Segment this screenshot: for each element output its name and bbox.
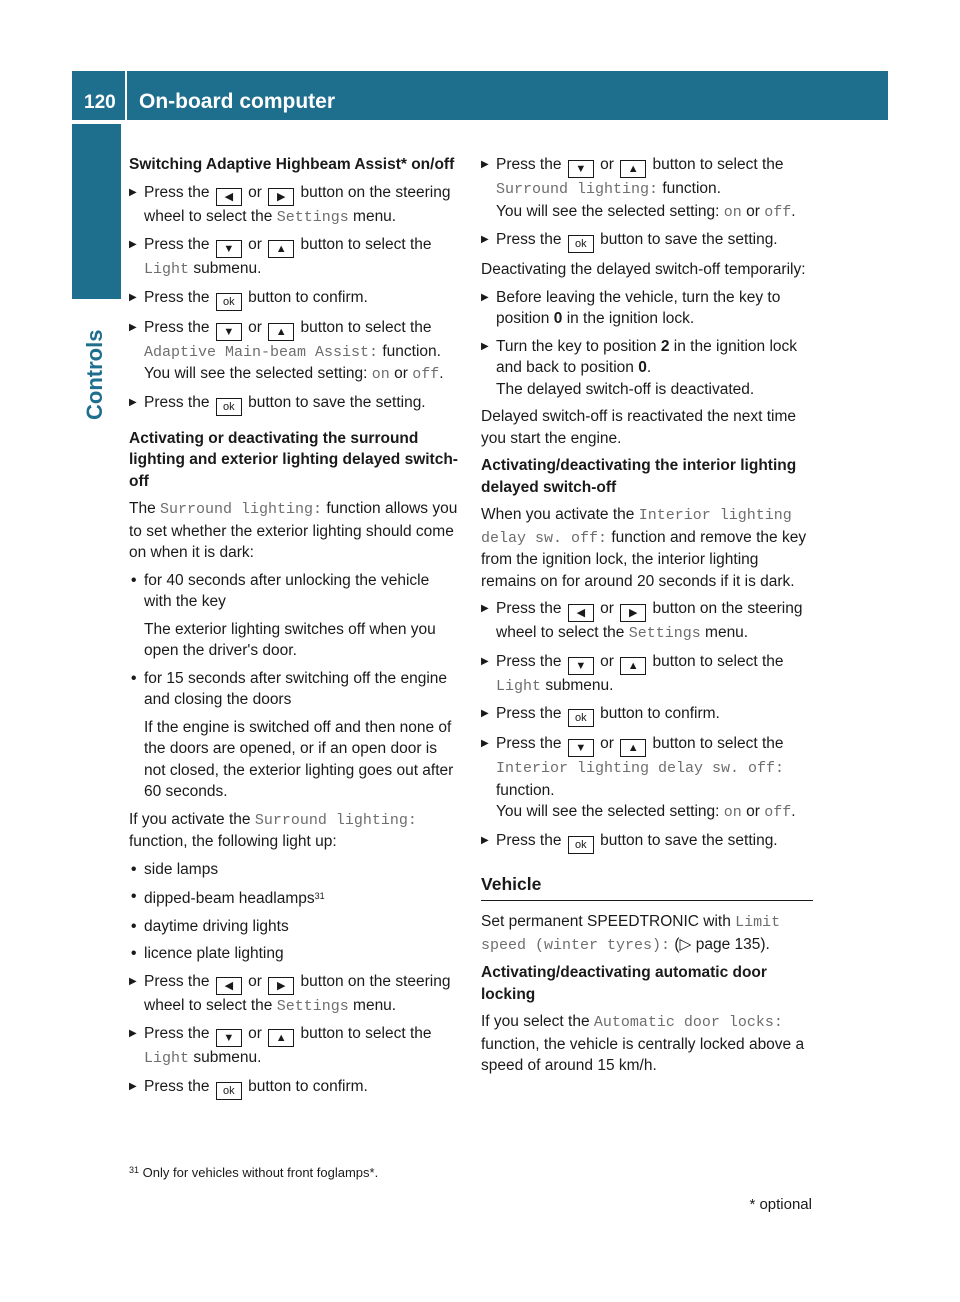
step-key-position-2: ▶ Turn the key to position 2 in the ignition lock and back to position 0. The delayed switch-off is deactivated. [481, 336, 813, 401]
paragraph-automatic-door-locks: If you select the Automatic door locks: function, the vehicle is centrally locked above a speed of around 15 km/h. [481, 1013, 805, 1074]
page-reference-link[interactable]: (▷ page 135). [674, 935, 770, 953]
step-select-settings-3: ▶ Press the ◀ or ▶ button on the steering wheel to select the Settings menu. [481, 598, 813, 645]
side-tab-label: Controls [82, 329, 107, 420]
ok-key-icon: ok [216, 1082, 242, 1100]
ok-key-icon: ok [216, 398, 242, 416]
footnote: $^{31}$ Only for vehicles without front foglamps*. [129, 1165, 379, 1180]
step-select-interior: ▶ Press the ▼ or ▲ button to select the Interior lighting delay sw. off: function. You will see the selected setting: on or off. [481, 733, 813, 824]
page-number: 120 [84, 92, 116, 113]
bullet-15-seconds-note: If the engine is switched off and then none of the doors are opened, or if an open door is not closed, the exterior lighting goes out after 60 seconds. [144, 718, 454, 800]
paragraph-reactivated: Delayed switch-off is reactivated the next time you start the engine. [481, 408, 797, 447]
down-arrow-key-icon: ▼ [568, 160, 594, 178]
ok-key-icon: ok [568, 235, 594, 253]
step-select-adaptive: ▶ Press the ▼ or ▲ button to select the Adaptive Main-beam Assist: function. You will see the selected setting: on or off. [129, 317, 461, 386]
step-select-light-3: ▶ Press the ▼ or ▲ button to select the Light submenu. [481, 651, 813, 698]
bullet-15-seconds: • for 15 seconds after switching off the engine and closing the doors [129, 668, 461, 711]
step-select-light: ▶ Press the ▼ or ▲ button to select the Light submenu. [129, 234, 461, 281]
up-arrow-key-icon: ▲ [620, 657, 646, 675]
step-key-position-0: ▶ Before leaving the vehicle, turn the key to position 0 in the ignition lock. [481, 287, 813, 330]
step-select-surround: ▶ Press the ▼ or ▲ button to select the Surround lighting: function. You will see the selected setting: on or off. [481, 154, 813, 223]
left-arrow-key-icon: ◀ [568, 604, 594, 622]
down-arrow-key-icon: ▼ [216, 1029, 242, 1047]
down-arrow-key-icon: ▼ [216, 240, 242, 258]
step-select-light-2: ▶ Press the ▼ or ▲ button to select the Light submenu. [129, 1023, 461, 1070]
right-arrow-key-icon: ▶ [268, 977, 294, 995]
up-arrow-key-icon: ▲ [268, 1029, 294, 1047]
right-arrow-key-icon: ▶ [268, 188, 294, 206]
step-save-interior: ▶ Press the ok button to save the setting. [481, 830, 813, 854]
step-select-settings: ▶ Press the ◀ or ▶ button on the steering wheel to select the Settings menu. [129, 182, 461, 229]
up-arrow-key-icon: ▲ [620, 160, 646, 178]
header-divider [125, 71, 127, 120]
paragraph-light-up: If you activate the Surround lighting: function, the following light up: [129, 810, 417, 850]
down-arrow-key-icon: ▼ [216, 323, 242, 341]
step-save-surround: ▶ Press the ok button to save the setting. [481, 229, 813, 253]
step-confirm-2: ▶ Press the ok button to confirm. [129, 1076, 461, 1100]
left-arrow-key-icon: ◀ [216, 977, 242, 995]
step-select-settings-2: ▶ Press the ◀ or ▶ button on the steering wheel to select the Settings menu. [129, 971, 461, 1018]
up-arrow-key-icon: ▲ [620, 739, 646, 757]
down-arrow-key-icon: ▼ [568, 739, 594, 757]
bullet-40-seconds-note: The exterior lighting switches off when you open the driver's door. [144, 620, 436, 659]
bullet-side-lamps: • side lamps [129, 859, 461, 881]
section-heading-vehicle: Vehicle [481, 874, 813, 902]
step-confirm: ▶ Press the ok button to confirm. [129, 287, 461, 311]
heading-surround-lighting: Activating or deactivating the surround lighting and exterior lighting delayed switch-off [129, 429, 458, 490]
ok-key-icon: ok [568, 836, 594, 854]
up-arrow-key-icon: ▲ [268, 240, 294, 258]
heading-automatic-door-locking: Activating/deactivating automatic door locking [481, 964, 767, 1003]
heading-adaptive-highbeam: Switching Adaptive Highbeam Assist* on/off [129, 156, 455, 173]
paragraph-surround-intro: The Surround lighting: function allows you to set whether the exterior lighting should come on when it is dark: [129, 500, 458, 561]
side-tab-block [72, 124, 121, 299]
paragraph-speedtronic: Set permanent SPEEDTRONIC with Limit speed (winter tyres): (▷ page 135). [481, 913, 781, 954]
paragraph-interior-intro: When you activate the Interior lighting delay sw. off: function and remove the key from the ignition lock, the interior lighting remains on for around 20 seconds if it is dark. [481, 506, 807, 590]
page-title: On-board computer [139, 90, 336, 113]
left-arrow-key-icon: ◀ [216, 188, 242, 206]
down-arrow-key-icon: ▼ [568, 657, 594, 675]
up-arrow-key-icon: ▲ [268, 323, 294, 341]
bullet-licence-plate: • licence plate lighting [129, 943, 461, 965]
right-column [481, 154, 813, 1083]
step-save: ▶ Press the ok button to save the setting. [129, 392, 461, 416]
ok-key-icon: ok [216, 293, 242, 311]
right-arrow-key-icon: ▶ [620, 604, 646, 622]
left-column [129, 154, 461, 1106]
bullet-dipped-beam: • dipped-beam headlamps$^{31}$ [129, 886, 461, 910]
bullet-40-seconds: • for 40 seconds after unlocking the vehicle with the key [129, 570, 461, 613]
heading-interior-lighting: Activating/deactivating the interior lighting delayed switch-off [481, 457, 797, 496]
ok-key-icon: ok [568, 709, 594, 727]
step-confirm-3: ▶ Press the ok button to confirm. [481, 703, 813, 727]
optional-note: * optional [749, 1196, 812, 1213]
paragraph-deactivating-temporarily: Deactivating the delayed switch-off temporarily: [481, 261, 806, 278]
bullet-daytime-lights: • daytime driving lights [129, 916, 461, 938]
